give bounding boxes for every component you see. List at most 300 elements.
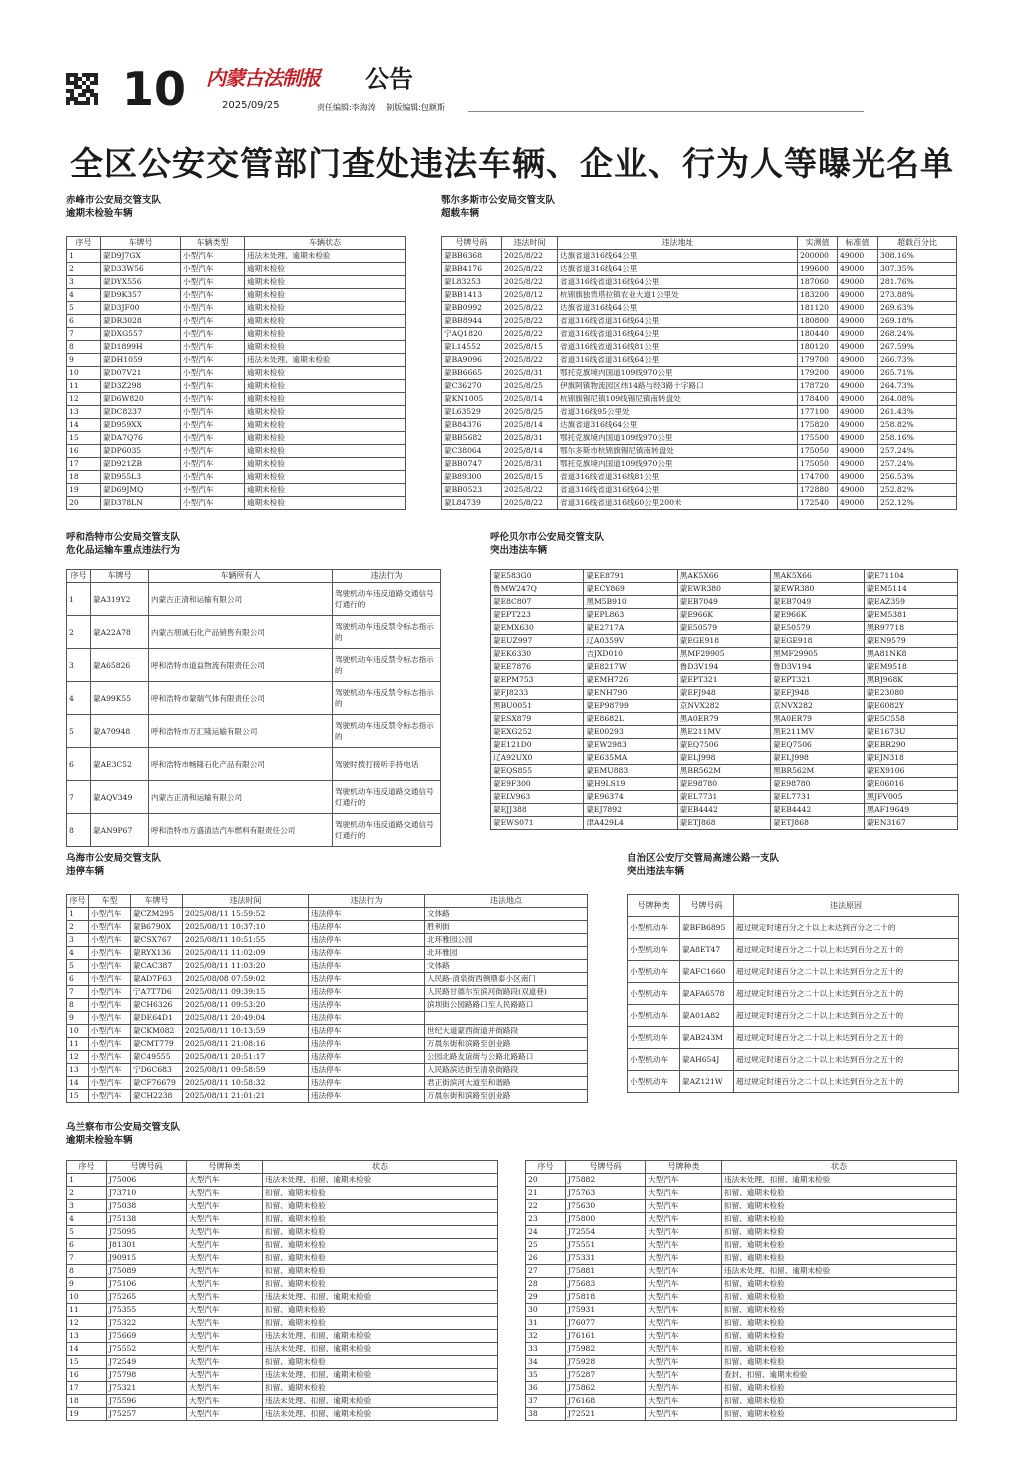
ordos-cell: 蒙BB0992 xyxy=(442,302,502,315)
hohhot-col-header: 车牌号 xyxy=(91,570,149,583)
wuhai-cell: 小型汽车 xyxy=(89,921,131,934)
ulanqab-cell: J75106 xyxy=(107,1278,187,1291)
wuhai-cell: 小型汽车 xyxy=(89,1051,131,1064)
ulanqab-col-header: 号牌号码 xyxy=(107,1161,187,1174)
ulanqab-cell: J75138 xyxy=(107,1213,187,1226)
table-row xyxy=(67,908,588,921)
table-row xyxy=(491,570,958,583)
ordos-cell: 2025/8/22 xyxy=(502,497,558,510)
table-row xyxy=(67,616,441,649)
ordos-cell: 180440 xyxy=(798,328,838,341)
ulanqab-cell: 扣留、逾期未检验 xyxy=(722,1304,957,1317)
wuhai-cell: 13 xyxy=(67,1064,89,1077)
ulanqab-cell: 大型汽车 xyxy=(646,1187,722,1200)
wuhai-cell: 4 xyxy=(67,947,89,960)
wuhai-cell: 小型汽车 xyxy=(89,1025,131,1038)
ulanqab-cell: 扣留、逾期未检验 xyxy=(722,1317,957,1330)
ordos-cell: 省道316线省道316线64公里 xyxy=(558,328,798,341)
hulunbuir-cell: 蒙EPT321 xyxy=(771,674,864,687)
ordos-cell: 蒙L14552 xyxy=(442,341,502,354)
hohhot-cell: 呼和浩特市万盛清洁汽车燃料有限责任公司 xyxy=(149,814,333,847)
wuhai-cell: 蒙AD7F63 xyxy=(131,973,183,986)
ulanqab-cell: J75551 xyxy=(566,1239,646,1252)
highway-cell: 小型机动车 xyxy=(628,983,680,1005)
hulunbuir-cell: 蒙ECY869 xyxy=(584,583,677,596)
ulanqab-cell: 32 xyxy=(526,1330,566,1343)
ulanqab-cell: 违法未处理、扣留、逾期未检验 xyxy=(722,1174,957,1187)
wuhai-cell: 2025/08/11 21:08:16 xyxy=(183,1038,309,1051)
ordos-cell: 178720 xyxy=(798,380,838,393)
page-headline: 全区公安交管部门查处违法车辆、企业、行为人等曝光名单 xyxy=(70,144,954,183)
wuhai-cell: 11 xyxy=(67,1038,89,1051)
ordos-cell: 49000 xyxy=(838,289,878,302)
wuhai-cell: 小型汽车 xyxy=(89,1064,131,1077)
table-row xyxy=(67,250,406,263)
wuhai-cell: 7 xyxy=(67,986,89,999)
ordos-cell: 鄂尔多斯市杭锦旗锡尼镇南转盘处 xyxy=(558,445,798,458)
issue-date: 2025/09/25 xyxy=(222,100,280,111)
ulanqab-cell: J75882 xyxy=(566,1174,646,1187)
chifeng-cell: 小型汽车 xyxy=(181,471,245,484)
hulunbuir-cell: 津A429L4 xyxy=(584,817,677,830)
hulunbuir-cell: 黑BU0051 xyxy=(491,700,584,713)
table-row xyxy=(67,1213,498,1226)
ordos-cell: 200000 xyxy=(798,250,838,263)
table-row xyxy=(67,1304,498,1317)
ulanqab-cell: J75881 xyxy=(566,1265,646,1278)
table-row xyxy=(442,367,957,380)
hohhot-cell: 驾驶机动车违反道路交通信号灯通行的 xyxy=(333,583,441,616)
chifeng-cell: 小型汽车 xyxy=(181,458,245,471)
chifeng-cell: 蒙D3JF00 xyxy=(101,302,181,315)
highway-cell: 超过规定时速百分之二十以上未达到百分之五十的 xyxy=(734,1027,959,1049)
wuhai-cell: 蒙C49555 xyxy=(131,1051,183,1064)
table-row xyxy=(442,315,957,328)
hohhot-cell: 内蒙古朋诚石化产品销售有限公司 xyxy=(149,616,333,649)
chifeng-cell: 逾期未检验 xyxy=(245,432,406,445)
ulanqab-cell: 扣留、逾期未检验 xyxy=(722,1343,957,1356)
ulanqab-cell: J75669 xyxy=(107,1330,187,1343)
chifeng-cell: 1 xyxy=(67,250,101,263)
wuhai-cell: 6 xyxy=(67,973,89,986)
hohhot-cell: 6 xyxy=(67,748,91,781)
ordos-col-header: 违法地址 xyxy=(558,237,798,250)
ordos-cell: 蒙BA9096 xyxy=(442,354,502,367)
hulunbuir-cell: 黑A81NK8 xyxy=(864,648,957,661)
hulunbuir-cell: 蒙EB4442 xyxy=(771,804,864,817)
hulunbuir-cell: 鲁D3V194 xyxy=(677,661,770,674)
table-row xyxy=(491,596,958,609)
chifeng-cell: 蒙D921ZB xyxy=(101,458,181,471)
ordos-cell: 2025/8/14 xyxy=(502,393,558,406)
table-row xyxy=(67,682,441,715)
ulanqab-cell: J75038 xyxy=(107,1200,187,1213)
ulanqab-cell: 大型汽车 xyxy=(646,1356,722,1369)
ulanqab-cell: 扣留、逾期未检验 xyxy=(722,1200,957,1213)
hulunbuir-cell: 蒙E71104 xyxy=(864,570,957,583)
highway-cell: 蒙BFB6895 xyxy=(680,917,734,939)
hohhot-col-header: 序号 xyxy=(67,570,91,583)
table-row xyxy=(67,1343,498,1356)
hohhot-cell: 驾驶机动车违反道路交通信号灯通行的 xyxy=(333,781,441,814)
ulanqab-cell: J75331 xyxy=(566,1252,646,1265)
chifeng-cell: 小型汽车 xyxy=(181,276,245,289)
ulanqab-cell: J75931 xyxy=(566,1304,646,1317)
hulunbuir-cell: 辽A92UX0 xyxy=(491,752,584,765)
ulanqab-cell: 14 xyxy=(67,1343,107,1356)
ordos-cell: 2025/8/22 xyxy=(502,315,558,328)
table-row xyxy=(442,497,957,510)
wuhai-cell: 违法停车 xyxy=(309,934,425,947)
ordos-cell: 达旗省道316线64公里 xyxy=(558,250,798,263)
highway-cell: 蒙AFA6578 xyxy=(680,983,734,1005)
ulanqab-cell: 扣留、逾期未检验 xyxy=(722,1226,957,1239)
chifeng-cell: 违法未处理、逾期未检验 xyxy=(245,250,406,263)
ordos-cell: 49000 xyxy=(838,354,878,367)
hohhot-table xyxy=(66,569,441,847)
hulunbuir-cell: 蒙EJ7892 xyxy=(584,804,677,817)
ordos-table xyxy=(441,236,957,510)
chifeng-cell: 19 xyxy=(67,484,101,497)
hulunbuir-cell: 蒙E966K xyxy=(677,609,770,622)
hulunbuir-heading xyxy=(490,531,604,557)
ulanqab-cell: 37 xyxy=(526,1395,566,1408)
ordos-cell: 269.63% xyxy=(878,302,957,315)
wuhai-cell: 违法停车 xyxy=(309,921,425,934)
table-row xyxy=(526,1369,957,1382)
hulunbuir-cell: 蒙EMH726 xyxy=(584,674,677,687)
table-row xyxy=(67,748,441,781)
ulanqab-cell: 违法未处理、扣留、逾期未检验 xyxy=(263,1369,498,1382)
ulanqab-cell: 大型汽车 xyxy=(187,1343,263,1356)
hulunbuir-cell: 蒙EXG252 xyxy=(491,726,584,739)
ordos-cell: 179700 xyxy=(798,354,838,367)
wuhai-cell: 人民路-清泉街西侧鼎泰小区南门 xyxy=(425,973,588,986)
wuhai-cell: 小型汽车 xyxy=(89,1038,131,1051)
section-title: 公告 xyxy=(365,64,413,93)
ordos-cell: 达旗省道316线64公里 xyxy=(558,263,798,276)
chifeng-col-header: 车辆类型 xyxy=(181,237,245,250)
table-row xyxy=(67,445,406,458)
ordos-cell: 鄂托克旗境内国道109线970公里 xyxy=(558,367,798,380)
chifeng-cell: 蒙D378LN xyxy=(101,497,181,510)
table-row xyxy=(67,1395,498,1408)
ulanqab-cell: J75630 xyxy=(566,1200,646,1213)
chifeng-subtitle: 逾期未检验车辆 xyxy=(66,208,133,219)
hohhot-cell: 驾驶机动车违反禁令标志指示的 xyxy=(333,715,441,748)
table-row xyxy=(67,1051,588,1064)
wuhai-cell: 2025/08/11 10:58:32 xyxy=(183,1077,309,1090)
highway-header-row xyxy=(628,895,959,917)
hohhot-heading xyxy=(66,531,180,557)
ordos-cell: 杭锦旗锡尼镇109线锡尼镇南转盘处 xyxy=(558,393,798,406)
ordos-cell: 258.16% xyxy=(878,432,957,445)
hulunbuir-cell: 蒙ETJ868 xyxy=(771,817,864,830)
chifeng-cell: 小型汽车 xyxy=(181,380,245,393)
ulanqab-cell: 大型汽车 xyxy=(646,1213,722,1226)
ulanqab-cell: J75982 xyxy=(566,1343,646,1356)
wuhai-cell: 违法停车 xyxy=(309,1077,425,1090)
table-row xyxy=(491,791,958,804)
ordos-cell: 308.16% xyxy=(878,250,957,263)
wuhai-col-header: 序号 xyxy=(67,895,89,908)
wuhai-cell: 蒙CMT779 xyxy=(131,1038,183,1051)
ulanqab-cell: 大型汽车 xyxy=(646,1291,722,1304)
hulunbuir-cell: 蒙H9LS19 xyxy=(584,778,677,791)
hulunbuir-cell: 蒙E8217W xyxy=(584,661,677,674)
table-row xyxy=(67,289,406,302)
ulanqab-cell: 扣留、逾期未检验 xyxy=(263,1200,498,1213)
chifeng-cell: 小型汽车 xyxy=(181,302,245,315)
table-row xyxy=(491,778,958,791)
highway-cell: 超过规定时速百分之二十以上未达到百分之五十的 xyxy=(734,1049,959,1071)
table-row xyxy=(628,939,959,961)
table-row xyxy=(526,1252,957,1265)
chifeng-cell: 2 xyxy=(67,263,101,276)
chifeng-cell: 逾期未检验 xyxy=(245,302,406,315)
ordos-cell: 265.71% xyxy=(878,367,957,380)
wuhai-cell: 滨坝街公园路路口至人民路路口 xyxy=(425,999,588,1012)
ulanqab-cell: 大型汽车 xyxy=(646,1278,722,1291)
ordos-cell: 252.12% xyxy=(878,497,957,510)
ulanqab-cell: 违法未处理、扣留、逾期未检验 xyxy=(263,1395,498,1408)
highway-cell: 小型机动车 xyxy=(628,939,680,961)
ulanqab-cell: 扣留、逾期未检验 xyxy=(263,1304,498,1317)
ordos-col-header: 实测值 xyxy=(798,237,838,250)
ulanqab-cell: 大型汽车 xyxy=(187,1330,263,1343)
hulunbuir-cell: 蒙EB7049 xyxy=(677,596,770,609)
ulanqab-cell: 大型汽车 xyxy=(187,1213,263,1226)
ordos-col-header: 违法时间 xyxy=(502,237,558,250)
chifeng-cell: 逾期未检验 xyxy=(245,445,406,458)
ulanqab-cell: 26 xyxy=(526,1252,566,1265)
wuhai-cell: 蒙RYX136 xyxy=(131,947,183,960)
hulunbuir-cell: 黑BR562M xyxy=(771,765,864,778)
table-row xyxy=(526,1330,957,1343)
hulunbuir-cell: 黑E211MV xyxy=(677,726,770,739)
ordos-cell: 达旗省道316线64公里 xyxy=(558,302,798,315)
chifeng-cell: 小型汽车 xyxy=(181,341,245,354)
ulanqab-cell: 19 xyxy=(67,1408,107,1421)
chifeng-cell: 蒙DR3028 xyxy=(101,315,181,328)
chifeng-cell: 15 xyxy=(67,432,101,445)
ordos-cell: 2025/8/14 xyxy=(502,419,558,432)
table-row xyxy=(491,674,958,687)
wuhai-cell xyxy=(425,1012,588,1025)
chifeng-cell: 17 xyxy=(67,458,101,471)
table-row xyxy=(442,289,957,302)
chifeng-cell: 小型汽车 xyxy=(181,432,245,445)
ordos-cell: 鄂托克旗境内国道109线970公里 xyxy=(558,458,798,471)
table-row xyxy=(442,393,957,406)
ordos-cell: 183200 xyxy=(798,289,838,302)
table-row xyxy=(526,1356,957,1369)
ordos-cell: 蒙BB8944 xyxy=(442,315,502,328)
ulanqab-cell: 大型汽车 xyxy=(646,1369,722,1382)
wuhai-cell: 小型汽车 xyxy=(89,947,131,960)
wuhai-cell: 2025/08/11 15:59:52 xyxy=(183,908,309,921)
table-row xyxy=(491,752,958,765)
ulanqab-cell: 大型汽车 xyxy=(187,1291,263,1304)
ulanqab-cell: 大型汽车 xyxy=(646,1330,722,1343)
highway-col-header: 号牌号码 xyxy=(680,895,734,917)
table-row xyxy=(67,999,588,1012)
ordos-cell: 172880 xyxy=(798,484,838,497)
table-row xyxy=(67,1077,588,1090)
chifeng-cell: 蒙D6W820 xyxy=(101,393,181,406)
wuhai-cell: 小型汽车 xyxy=(89,1077,131,1090)
hulunbuir-subtitle: 突出违法车辆 xyxy=(490,545,548,556)
table-row xyxy=(67,419,406,432)
hohhot-cell: 驾驶机动车违反禁令标志指示的 xyxy=(333,682,441,715)
chifeng-cell: 蒙DH1059 xyxy=(101,354,181,367)
wuhai-cell: 小型汽车 xyxy=(89,908,131,921)
chifeng-table xyxy=(66,236,406,510)
table-row xyxy=(442,250,957,263)
ordos-heading xyxy=(441,194,555,220)
table-row xyxy=(526,1408,957,1421)
ulanqab-cell: 1 xyxy=(67,1174,107,1187)
ordos-cell: 177100 xyxy=(798,406,838,419)
highway-cell: 超过规定时速百分之二十以上未达到百分之五十的 xyxy=(734,983,959,1005)
ulanqab-cell: 大型汽车 xyxy=(646,1252,722,1265)
highway-col-header: 号牌种类 xyxy=(628,895,680,917)
table-row xyxy=(526,1213,957,1226)
hohhot-cell: 3 xyxy=(67,649,91,682)
wuhai-cell: 9 xyxy=(67,1012,89,1025)
wuhai-cell: 违法停车 xyxy=(309,1025,425,1038)
ordos-cell: 2025/8/22 xyxy=(502,276,558,289)
table-row xyxy=(67,276,406,289)
chifeng-cell: 10 xyxy=(67,367,101,380)
ulanqab-cell: 18 xyxy=(67,1395,107,1408)
ordos-cell: 省道316线95公里处 xyxy=(558,406,798,419)
hohhot-cell: 驾驶机动车违反禁令标志指示的 xyxy=(333,616,441,649)
highway-cell: 蒙AH654J xyxy=(680,1049,734,1071)
chifeng-cell: 蒙DC8237 xyxy=(101,406,181,419)
masthead-logo: 内蒙古法制报 xyxy=(206,66,320,90)
chifeng-cell: 8 xyxy=(67,341,101,354)
ulanqab-cell: 扣留、逾期未检验 xyxy=(263,1226,498,1239)
ulanqab-cell: 大型汽车 xyxy=(187,1317,263,1330)
hulunbuir-cell: 蒙EFJ948 xyxy=(771,687,864,700)
ordos-cell: 49000 xyxy=(838,380,878,393)
table-row xyxy=(491,661,958,674)
chifeng-cell: 20 xyxy=(67,497,101,510)
ordos-cell: 261.43% xyxy=(878,406,957,419)
ulanqab-col-header: 序号 xyxy=(67,1161,107,1174)
chifeng-cell: 蒙D69JMQ xyxy=(101,484,181,497)
ulanqab-cell: 大型汽车 xyxy=(187,1200,263,1213)
table-row xyxy=(491,739,958,752)
ulanqab-cell: 8 xyxy=(67,1265,107,1278)
table-row xyxy=(67,432,406,445)
ordos-cell: 蒙L84739 xyxy=(442,497,502,510)
ulanqab-cell: 违法未处理、扣留、逾期未检验 xyxy=(263,1408,498,1421)
ulanqab-cell: 扣留、逾期未检验 xyxy=(722,1187,957,1200)
ulanqab-cell: J72549 xyxy=(107,1356,187,1369)
wuhai-cell: 人民路甘德尔至滨河街路段(双道巷) xyxy=(425,986,588,999)
ordos-subtitle: 超载车辆 xyxy=(441,208,480,219)
chifeng-cell: 逾期未检验 xyxy=(245,419,406,432)
ulanqab-cell: J75818 xyxy=(566,1291,646,1304)
hohhot-cell: 驾驶时拨打接听手持电话 xyxy=(333,748,441,781)
table-row xyxy=(67,1064,588,1077)
table-row xyxy=(67,1038,588,1051)
hohhot-cell: 8 xyxy=(67,814,91,847)
wuhai-cell: 2 xyxy=(67,921,89,934)
chifeng-cell: 蒙DA7Q76 xyxy=(101,432,181,445)
ulanqab-cell: J75265 xyxy=(107,1291,187,1304)
hohhot-cell: 蒙A319Y2 xyxy=(91,583,149,616)
ulanqab-cell: 大型汽车 xyxy=(646,1408,722,1421)
chifeng-cell: 蒙D1899H xyxy=(101,341,181,354)
ordos-cell: 2025/8/25 xyxy=(502,380,558,393)
table-row xyxy=(67,302,406,315)
table-row xyxy=(526,1395,957,1408)
ulanqab-cell: 扣留、逾期未检验 xyxy=(263,1239,498,1252)
table-row xyxy=(526,1226,957,1239)
ulanqab-cell: 12 xyxy=(67,1317,107,1330)
ulanqab-cell: 扣留、逾期未检验 xyxy=(263,1356,498,1369)
ordos-cell: 省道316线省道316线64公里 xyxy=(558,354,798,367)
wuhai-cell: 1 xyxy=(67,908,89,921)
ulanqab-cell: 9 xyxy=(67,1278,107,1291)
chifeng-cell: 6 xyxy=(67,315,101,328)
table-row xyxy=(67,497,406,510)
ulanqab-cell: 扣留、逾期未检验 xyxy=(722,1356,957,1369)
table-row xyxy=(526,1317,957,1330)
ordos-cell: 蒙BB0747 xyxy=(442,458,502,471)
chifeng-cell: 蒙D07V21 xyxy=(101,367,181,380)
ordos-cell: 257.24% xyxy=(878,445,957,458)
highway-cell: 超过规定时速百分之二十以上未达到百分之五十的 xyxy=(734,1071,959,1093)
wuhai-cell: 万晨东街和滨路至创业路 xyxy=(425,1090,588,1103)
ordos-cell: 49000 xyxy=(838,341,878,354)
table-row xyxy=(67,1012,588,1025)
chifeng-cell: 小型汽车 xyxy=(181,289,245,302)
ulanqab-cell: 30 xyxy=(526,1304,566,1317)
hulunbuir-cell: 蒙ELJ998 xyxy=(771,752,864,765)
hulunbuir-cell: 吉JXD010 xyxy=(584,648,677,661)
ulanqab-cell: 23 xyxy=(526,1213,566,1226)
ulanqab-cell: J75321 xyxy=(107,1382,187,1395)
ulanqab-cell: J75800 xyxy=(566,1213,646,1226)
ulanqab-cell: 大型汽车 xyxy=(646,1200,722,1213)
ulanqab-cell: 扣留、逾期未检验 xyxy=(722,1213,957,1226)
hulunbuir-cell: 蒙EPT223 xyxy=(491,609,584,622)
hohhot-cell: 蒙AQV349 xyxy=(91,781,149,814)
ordos-cell: 180120 xyxy=(798,341,838,354)
hohhot-cell: 驾驶机动车违反道路交通信号灯通行的 xyxy=(333,814,441,847)
table-row xyxy=(67,1382,498,1395)
wuhai-cell: 3 xyxy=(67,934,89,947)
ulanqab-cell: 大型汽车 xyxy=(646,1226,722,1239)
hulunbuir-cell: 蒙E06016 xyxy=(864,778,957,791)
chifeng-cell: 小型汽车 xyxy=(181,250,245,263)
table-row xyxy=(67,649,441,682)
ulanqab-cell: 13 xyxy=(67,1330,107,1343)
hulunbuir-cell: 蒙EN9579 xyxy=(864,635,957,648)
hulunbuir-cell: 蒙ELJ998 xyxy=(677,752,770,765)
table-row xyxy=(442,302,957,315)
wuhai-cell: 小型汽车 xyxy=(89,986,131,999)
ulanqab-cell: 29 xyxy=(526,1291,566,1304)
hulunbuir-cell: 蒙E635MA xyxy=(584,752,677,765)
chifeng-col-header: 序号 xyxy=(67,237,101,250)
hulunbuir-cell: 蒙EM5381 xyxy=(864,609,957,622)
table-row xyxy=(491,648,958,661)
